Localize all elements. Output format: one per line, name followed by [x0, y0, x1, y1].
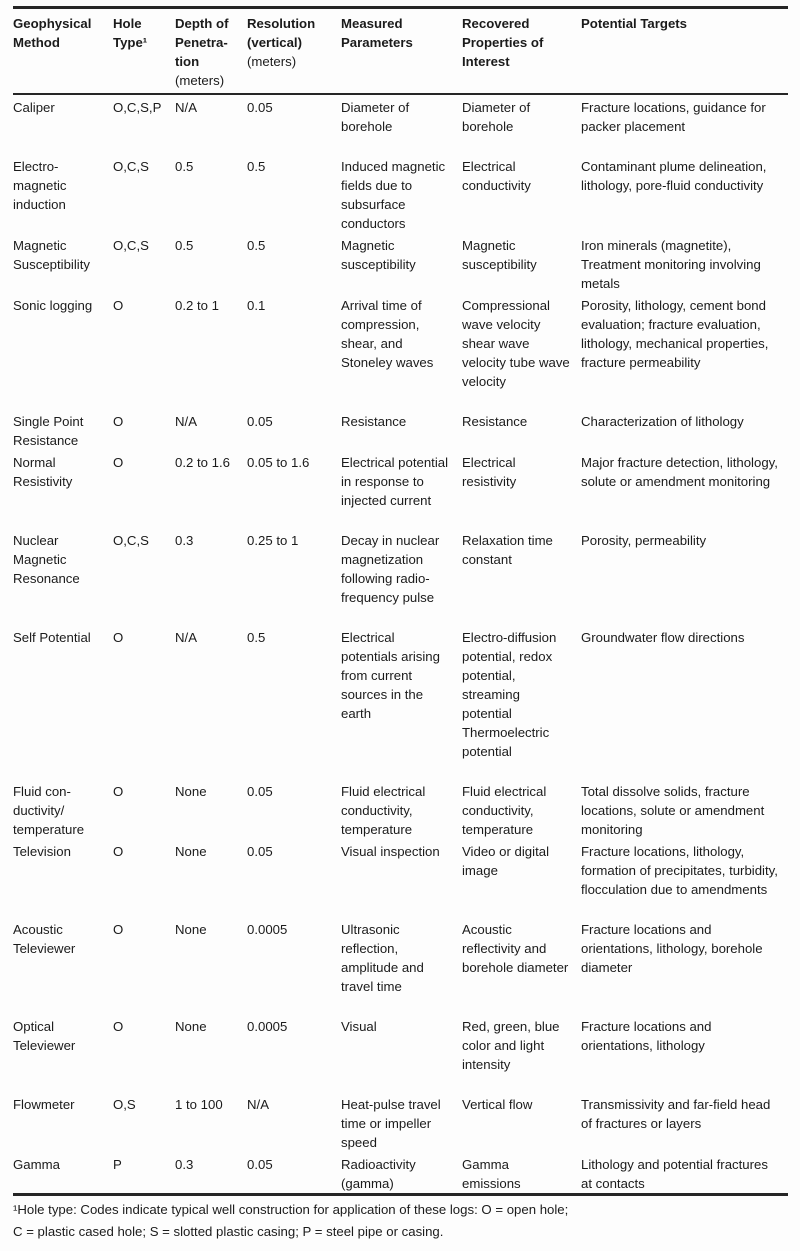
- cell-potential-targets: Fracture locations and orientations, lithology, borehole diameter: [581, 922, 763, 975]
- table-row: [13, 839, 788, 917]
- geophysical-methods-table: [13, 6, 788, 1196]
- table-row: [13, 528, 788, 625]
- column-header-measured-parameters: [341, 8, 462, 95]
- column-header-label: Geophysical Method: [13, 16, 92, 50]
- table-row: [13, 1152, 788, 1195]
- cell-hole-type: O: [113, 784, 124, 799]
- cell-hole-type: O: [113, 298, 124, 313]
- cell-hole-type: O,C,S: [113, 533, 149, 548]
- table-row: [13, 779, 788, 839]
- cell-potential-targets: Groundwater flow directions: [581, 630, 745, 645]
- cell-potential-targets: Characterization of lithology: [581, 414, 744, 429]
- cell-resolution: 0.5: [247, 238, 266, 253]
- cell-measured-parameters: Electrical potentials arising from current sources in the earth: [341, 630, 440, 721]
- table-row: [13, 94, 788, 154]
- cell-hole-type: O,C,S,P: [113, 100, 162, 115]
- cell-recovered-properties: Compressional wave velocity shear wave velocity tube wave velocity: [462, 298, 570, 389]
- cell-depth-of-penetration: 1 to 100: [175, 1097, 223, 1112]
- table-row: [13, 409, 788, 450]
- column-header-unit: (meters): [175, 73, 225, 88]
- table-row: [13, 154, 788, 233]
- cell-hole-type: O,C,S: [113, 238, 149, 253]
- cell-depth-of-penetration: 0.2 to 1.6: [175, 455, 230, 470]
- cell-potential-targets: Porosity, permeability: [581, 533, 707, 548]
- cell-method: Magnetic Susceptibility: [13, 238, 90, 272]
- cell-hole-type: O: [113, 922, 124, 937]
- cell-depth-of-penetration: None: [175, 922, 207, 937]
- cell-recovered-properties: Video or digital image: [462, 844, 549, 878]
- cell-hole-type: O,C,S: [113, 159, 149, 174]
- cell-resolution: 0.1: [247, 298, 266, 313]
- cell-hole-type: O,S: [113, 1097, 136, 1112]
- cell-resolution: 0.05: [247, 844, 273, 859]
- cell-measured-parameters: Magnetic susceptibility: [341, 238, 416, 272]
- cell-potential-targets: Fracture locations and orientations, lithology: [581, 1019, 712, 1053]
- table-row: [13, 1014, 788, 1092]
- cell-recovered-properties: Magnetic susceptibility: [462, 238, 537, 272]
- cell-recovered-properties: Vertical flow: [462, 1097, 533, 1112]
- cell-resolution: 0.25 to 1: [247, 533, 299, 548]
- cell-measured-parameters: Visual: [341, 1019, 377, 1034]
- footnote-line: ¹Hole type: Codes indicate typical well construction for application of these logs: O = open hole;: [13, 1202, 569, 1217]
- table-row: [13, 625, 788, 779]
- cell-recovered-properties: Resistance: [462, 414, 528, 429]
- cell-resolution: 0.5: [247, 159, 266, 174]
- cell-potential-targets: Iron minerals (magnetite), Treatment monitoring involving metals: [581, 238, 761, 291]
- column-header-resolution-vertical: [247, 8, 341, 95]
- cell-potential-targets: Transmissivity and far-field head of fractures or layers: [581, 1097, 771, 1131]
- cell-recovered-properties: Relaxation time constant: [462, 533, 553, 567]
- column-header-potential-targets: [581, 8, 788, 95]
- cell-depth-of-penetration: N/A: [175, 414, 197, 429]
- column-header-label: Depth of Penetra-tion: [175, 16, 229, 69]
- column-header-recovered-properties: [462, 8, 581, 95]
- table-row: [13, 917, 788, 1014]
- cell-measured-parameters: Diameter of borehole: [341, 100, 410, 134]
- table-row: [13, 1092, 788, 1152]
- column-header-hole-type: [113, 8, 175, 95]
- cell-hole-type: O: [113, 414, 124, 429]
- cell-method: Caliper: [13, 100, 55, 115]
- cell-potential-targets: Fracture locations, lithology, formation of precipitates, turbidity, flocculation due to amendments: [581, 844, 778, 897]
- cell-method: Electro-magnetic induction: [13, 159, 67, 212]
- cell-resolution: 0.05: [247, 100, 273, 115]
- cell-recovered-properties: Electro-diffusion potential, redox potential, streaming potential Thermoelectric potential: [462, 630, 557, 759]
- cell-hole-type: O: [113, 1019, 124, 1034]
- table-header: [13, 8, 788, 95]
- cell-method: Flowmeter: [13, 1097, 75, 1112]
- cell-hole-type: O: [113, 455, 124, 470]
- cell-resolution: 0.05 to 1.6: [247, 455, 310, 470]
- column-header-label: Resolution (vertical): [247, 16, 316, 50]
- table-row: [13, 233, 788, 293]
- cell-recovered-properties: Acoustic reflectivity and borehole diameter: [462, 922, 569, 975]
- header-row: [13, 8, 788, 95]
- cell-resolution: 0.5: [247, 630, 266, 645]
- cell-measured-parameters: Radioactivity (gamma): [341, 1157, 416, 1191]
- cell-potential-targets: Lithology and potential fractures at contacts: [581, 1157, 768, 1191]
- cell-depth-of-penetration: 0.5: [175, 238, 194, 253]
- cell-depth-of-penetration: None: [175, 1019, 207, 1034]
- cell-recovered-properties: Electrical resistivity: [462, 455, 517, 489]
- cell-method: Self Potential: [13, 630, 91, 645]
- cell-recovered-properties: Diameter of borehole: [462, 100, 531, 134]
- cell-measured-parameters: Fluid electrical conductivity, temperature: [341, 784, 426, 837]
- table-row: [13, 450, 788, 528]
- column-header-depth-of-penetration: [175, 8, 247, 95]
- cell-method: Television: [13, 844, 71, 859]
- cell-measured-parameters: Heat-pulse travel time or impeller speed: [341, 1097, 441, 1150]
- cell-measured-parameters: Decay in nuclear magnetization following radio-frequency pulse: [341, 533, 440, 605]
- cell-depth-of-penetration: N/A: [175, 630, 197, 645]
- table-footnote: [13, 1199, 788, 1243]
- column-header-label: Hole Type¹: [113, 16, 148, 50]
- cell-measured-parameters: Visual inspection: [341, 844, 440, 859]
- cell-measured-parameters: Electrical potential in response to injected current: [341, 455, 449, 508]
- cell-depth-of-penetration: 0.3: [175, 1157, 194, 1172]
- column-header-geophysical-method: [13, 8, 113, 95]
- cell-potential-targets: Porosity, lithology, cement bond evaluation; fracture evaluation, lithology, mechanical properties, fracture permeability: [581, 298, 769, 370]
- cell-potential-targets: Contaminant plume delineation, lithology, pore-fluid conductivity: [581, 159, 767, 193]
- cell-method: Nuclear Magnetic Resonance: [13, 533, 80, 586]
- footnote-line: C = plastic cased hole; S = slotted plastic casing; P = steel pipe or casing.: [13, 1224, 444, 1239]
- cell-potential-targets: Fracture locations, guidance for packer placement: [581, 100, 766, 134]
- cell-resolution: 0.0005: [247, 922, 288, 937]
- cell-method: Sonic logging: [13, 298, 93, 313]
- cell-resolution: 0.05: [247, 414, 273, 429]
- cell-hole-type: P: [113, 1157, 122, 1172]
- cell-depth-of-penetration: None: [175, 784, 207, 799]
- cell-potential-targets: Total dissolve solids, fracture locations, solute or amendment monitoring: [581, 784, 765, 837]
- cell-depth-of-penetration: N/A: [175, 100, 197, 115]
- cell-method: Gamma: [13, 1157, 60, 1172]
- cell-method: Normal Resistivity: [13, 455, 73, 489]
- cell-measured-parameters: Ultrasonic reflection, amplitude and travel time: [341, 922, 424, 994]
- cell-method: Optical Televiewer: [13, 1019, 76, 1053]
- cell-method: Acoustic Televiewer: [13, 922, 76, 956]
- cell-hole-type: O: [113, 630, 124, 645]
- cell-hole-type: O: [113, 844, 124, 859]
- cell-depth-of-penetration: 0.2 to 1: [175, 298, 219, 313]
- cell-potential-targets: Major fracture detection, lithology, solute or amendment monitoring: [581, 455, 778, 489]
- cell-resolution: N/A: [247, 1097, 269, 1112]
- cell-recovered-properties: Electrical conductivity: [462, 159, 531, 193]
- cell-measured-parameters: Arrival time of compression, shear, and Stoneley waves: [341, 298, 434, 370]
- column-header-label: Measured Parameters: [341, 16, 413, 50]
- cell-depth-of-penetration: 0.3: [175, 533, 194, 548]
- cell-resolution: 0.05: [247, 1157, 273, 1172]
- cell-recovered-properties: Red, green, blue color and light intensity: [462, 1019, 560, 1072]
- cell-method: Single Point Resistance: [13, 414, 84, 448]
- cell-recovered-properties: Gamma emissions: [462, 1157, 521, 1191]
- table-row: [13, 293, 788, 409]
- table-body: [13, 94, 788, 1195]
- cell-measured-parameters: Induced magnetic fields due to subsurface conductors: [341, 159, 446, 231]
- column-header-label: Recovered Properties of Interest: [462, 16, 544, 69]
- cell-depth-of-penetration: None: [175, 844, 207, 859]
- cell-resolution: 0.0005: [247, 1019, 288, 1034]
- cell-resolution: 0.05: [247, 784, 273, 799]
- column-header-unit: (meters): [247, 54, 297, 69]
- cell-measured-parameters: Resistance: [341, 414, 407, 429]
- column-header-label: Potential Targets: [581, 16, 688, 31]
- cell-recovered-properties: Fluid electrical conductivity, temperature: [462, 784, 547, 837]
- cell-method: Fluid con-ductivity/​temperature: [13, 784, 85, 837]
- cell-depth-of-penetration: 0.5: [175, 159, 194, 174]
